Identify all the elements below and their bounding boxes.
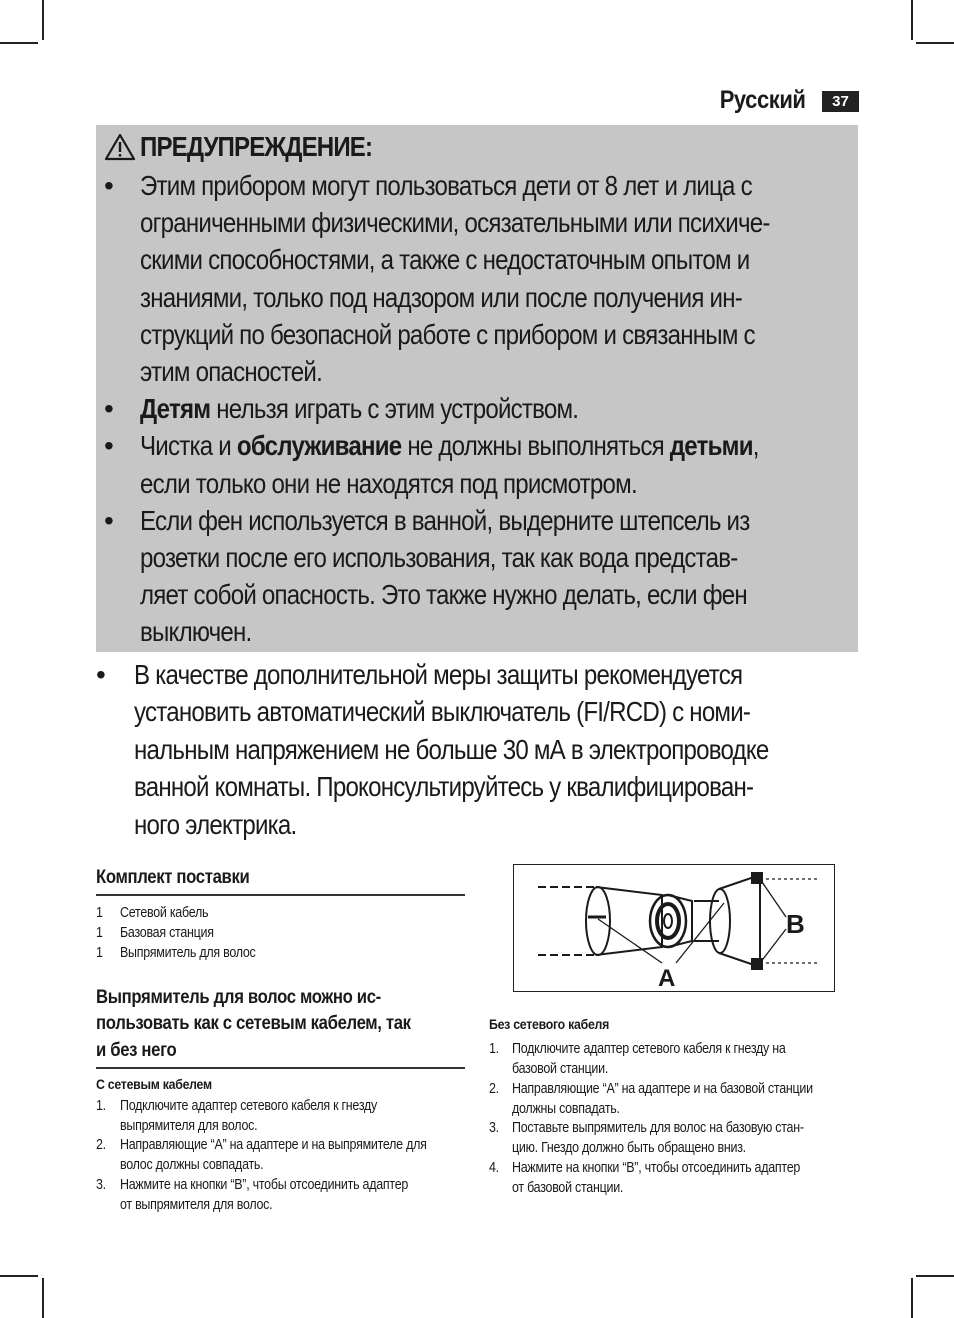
step-text: Нажмите на кнопки “B”, чтобы отсоединить адаптер bbox=[120, 1177, 409, 1193]
usage-heading-line: и без него bbox=[96, 1040, 177, 1061]
bullet: • bbox=[96, 659, 106, 690]
step-text: от базовой станции. bbox=[512, 1180, 624, 1196]
contents-item: Выпрямитель для волос bbox=[120, 945, 256, 961]
warning-text-line: ляет собой опасность. Это также нужно делать, если фен bbox=[140, 579, 747, 610]
emphasis-children: Детям bbox=[140, 393, 211, 424]
page-number: 37 bbox=[822, 91, 859, 112]
step-text: Поставьте выпрямитель для волос на базовую стан- bbox=[512, 1120, 804, 1136]
usage-heading-line: пользовать как с сетевым кабелем, так bbox=[96, 1013, 411, 1034]
step-number: 4. bbox=[489, 1160, 499, 1176]
divider bbox=[96, 894, 465, 896]
without-cable-heading: Без сетевого кабеля bbox=[489, 1016, 610, 1032]
step-text: выпрямителя для волос. bbox=[120, 1118, 258, 1134]
rcd-text-line: ванной комнаты. Проконсультируйтесь у квалифицирован- bbox=[134, 771, 754, 802]
step-number: 3. bbox=[96, 1177, 106, 1193]
step-number: 2. bbox=[489, 1081, 499, 1097]
text-run: не должны выполняться bbox=[401, 430, 670, 461]
warning-text-line: ограниченными физическими, осязательными или психиче- bbox=[140, 207, 770, 238]
rcd-text-line: ного электрика. bbox=[134, 809, 297, 840]
step-number: 1. bbox=[489, 1041, 499, 1057]
label-a: A bbox=[658, 965, 676, 990]
step-number: 2. bbox=[96, 1137, 106, 1153]
warning-text-line: Если фен используется в ванной, выдерните штепсель из bbox=[140, 505, 750, 536]
contents-heading: Комплект поставки bbox=[96, 867, 250, 888]
crop-mark bbox=[916, 1275, 954, 1277]
step-text: цию. Гнездо должно быть обращено вниз. bbox=[512, 1140, 746, 1156]
warning-text-line: знаниями, только под надзором или после получения ин- bbox=[140, 282, 742, 313]
text-run: нельзя играть с этим устройством. bbox=[210, 393, 579, 424]
divider bbox=[96, 1067, 465, 1069]
bullet: • bbox=[104, 393, 114, 424]
contents-item: Сетевой кабель bbox=[120, 905, 209, 921]
warning-text-line: розетки после его использования, так как вода представ- bbox=[140, 542, 738, 573]
crop-mark bbox=[911, 0, 913, 40]
contents-item: Базовая станция bbox=[120, 925, 214, 941]
step-text: Направляющие “A” на адаптере и на выпрямителе для bbox=[120, 1137, 427, 1153]
adapter-diagram bbox=[514, 865, 833, 990]
warning-title-text: ПРЕДУПРЕЖДЕНИЕ: bbox=[140, 131, 373, 162]
rcd-text-line: установить автоматический выключатель (FI/RCD) с номи- bbox=[134, 696, 751, 727]
warning-triangle-icon bbox=[104, 133, 136, 161]
bullet: • bbox=[104, 430, 114, 461]
contents-qty: 1 bbox=[96, 945, 103, 961]
bullet: • bbox=[104, 170, 114, 201]
emphasis-children: детьми bbox=[669, 430, 753, 461]
crop-mark bbox=[42, 1278, 44, 1318]
step-text: Подключите адаптер сетевого кабеля к гнезду bbox=[120, 1098, 378, 1114]
usage-heading-line: Выпрямитель для волос можно ис- bbox=[96, 987, 381, 1008]
warning-text-line: этим опасностей. bbox=[140, 356, 322, 387]
rcd-text-line: нальным напряжением не больше 30 мА в электропроводке bbox=[134, 734, 769, 765]
warning-text-line: Этим прибором могут пользоваться дети от 8 лет и лица с bbox=[140, 170, 752, 201]
warning-text-line: если только они не находятся под присмотром. bbox=[140, 468, 637, 499]
crop-mark bbox=[42, 0, 44, 40]
text-run: , bbox=[752, 430, 759, 461]
label-b: B bbox=[786, 909, 805, 939]
step-number: 1. bbox=[96, 1098, 106, 1114]
emphasis-maintenance: обслуживание bbox=[236, 430, 402, 461]
text-run: Чистка и bbox=[140, 430, 237, 461]
warning-text-line bbox=[140, 427, 759, 464]
bullet: • bbox=[104, 505, 114, 536]
contents-qty: 1 bbox=[96, 905, 103, 921]
step-number: 3. bbox=[489, 1120, 499, 1136]
crop-mark bbox=[0, 42, 38, 44]
adapter-figure bbox=[513, 864, 835, 992]
crop-mark bbox=[911, 1278, 913, 1318]
crop-mark bbox=[916, 42, 954, 44]
warning-title bbox=[104, 131, 410, 163]
warning-text-line: струкций по безопасной работе с прибором и связанным с bbox=[140, 319, 755, 350]
step-text: Подключите адаптер сетевого кабеля к гнезду на bbox=[512, 1041, 786, 1057]
step-text: Нажмите на кнопки “B”, чтобы отсоединить адаптер bbox=[512, 1160, 801, 1176]
step-text: базовой станции. bbox=[512, 1061, 609, 1077]
rcd-text-line: В качестве дополнительной меры защиты рекомендуется bbox=[134, 659, 743, 690]
crop-mark bbox=[0, 1275, 38, 1277]
step-text: Направляющие “A” на адаптере и на базовой станции bbox=[512, 1081, 813, 1097]
step-text: волос должны совпадать. bbox=[120, 1157, 264, 1173]
warning-text-line: скими способностями, а также с недостаточным опытом и bbox=[140, 244, 750, 275]
language-label: Русский bbox=[720, 86, 806, 114]
step-text: от выпрямителя для волос. bbox=[120, 1197, 273, 1213]
contents-qty: 1 bbox=[96, 925, 103, 941]
step-text: должны совпадать. bbox=[512, 1101, 620, 1117]
warning-text-line bbox=[140, 390, 578, 427]
warning-text-line: выключен. bbox=[140, 616, 252, 647]
with-cable-heading: С сетевым кабелем bbox=[96, 1076, 212, 1092]
